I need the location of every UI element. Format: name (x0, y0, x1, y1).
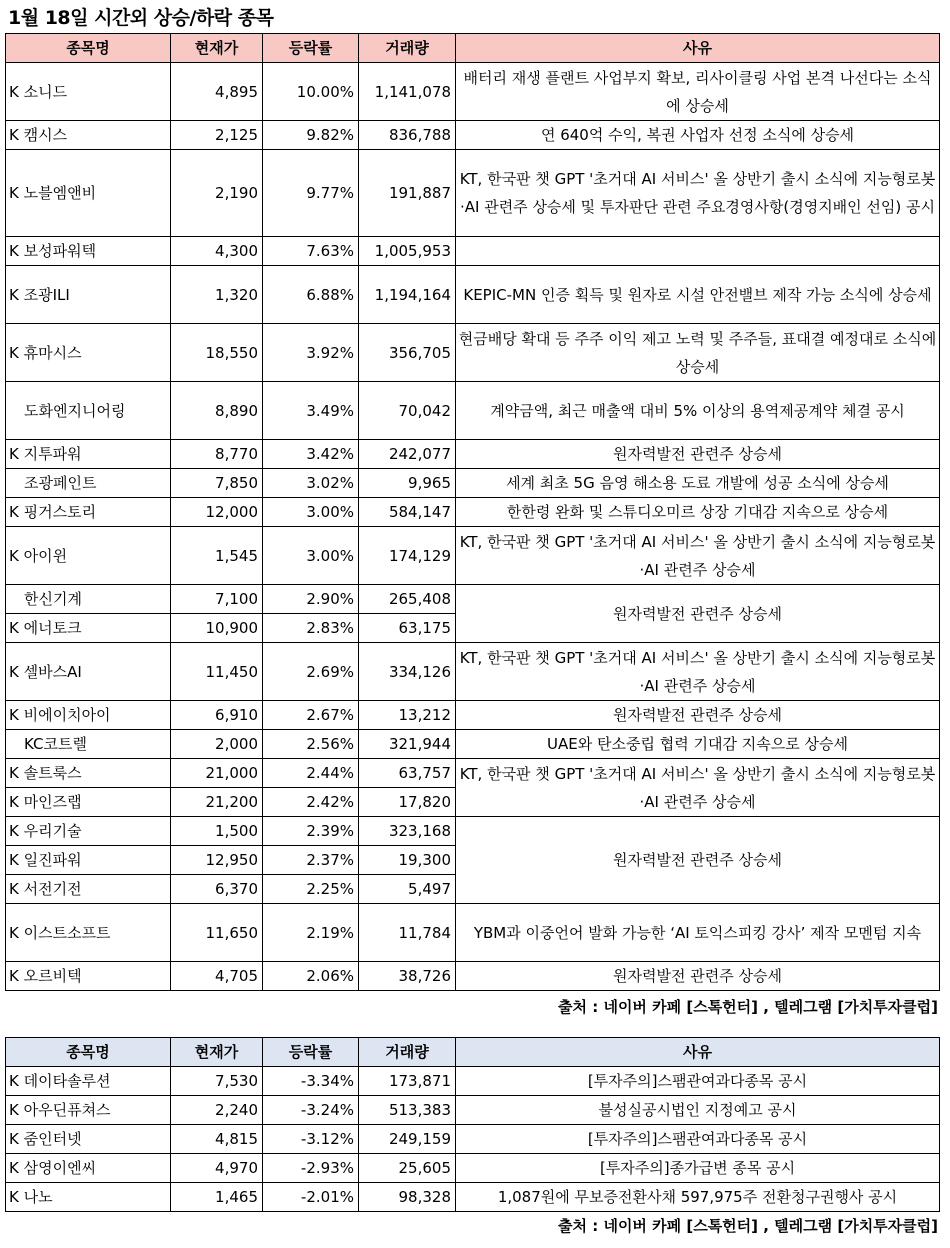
current-price: 4,815 (171, 1125, 263, 1154)
change-rate: 2.19% (263, 904, 359, 962)
current-price: 10,900 (171, 614, 263, 643)
reason (456, 237, 940, 266)
page-title: 1월 18일 시간외 상승/하락 종목 (8, 7, 274, 29)
table-row (6, 324, 940, 382)
table-row (6, 585, 940, 614)
stock-name: K 노블엠앤비 (6, 150, 171, 237)
current-price: 21,000 (171, 759, 263, 788)
change-rate: 9.82% (263, 121, 359, 150)
trade-volume: 11,784 (359, 904, 456, 962)
table-row (6, 63, 940, 121)
reason: [투자주의]종가급변 종목 공시 (456, 1154, 940, 1183)
table-row (6, 759, 940, 788)
table-header-row (6, 34, 940, 63)
table-row (6, 440, 940, 469)
trade-volume: 242,077 (359, 440, 456, 469)
current-price: 7,100 (171, 585, 263, 614)
trade-volume: 323,168 (359, 817, 456, 846)
current-price: 2,125 (171, 121, 263, 150)
table-row (6, 701, 940, 730)
table-row (6, 121, 940, 150)
change-rate: 2.39% (263, 817, 359, 846)
stock-name: K 셀바스AI (6, 643, 171, 701)
stock-name: 한신기계 (6, 585, 171, 614)
reason: [투자주의]스팸관여과다종목 공시 (456, 1067, 940, 1096)
stock-name: K 아우딘퓨쳐스 (6, 1096, 171, 1125)
source-credit: 출처 : 네이버 카페 [스톡헌터] , 텔레그램 [가치투자클럽] (558, 998, 938, 1016)
change-rate: 2.67% (263, 701, 359, 730)
trade-volume: 321,944 (359, 730, 456, 759)
table-row (6, 817, 940, 846)
table-row (6, 1125, 940, 1154)
current-price: 2,000 (171, 730, 263, 759)
trade-volume: 1,194,164 (359, 266, 456, 324)
current-price: 12,950 (171, 846, 263, 875)
table-row (6, 266, 940, 324)
stock-name: K 솔트룩스 (6, 759, 171, 788)
trade-volume: 173,871 (359, 1067, 456, 1096)
stock-name: K 에너토크 (6, 614, 171, 643)
change-rate: 3.49% (263, 382, 359, 440)
falling-stocks-body (6, 1067, 940, 1212)
reason: 현금배당 확대 등 주주 이익 제고 노력 및 주주들, 표대결 예정대로 소식에 상승세 (456, 324, 940, 382)
change-rate: 9.77% (263, 150, 359, 237)
current-price: 8,770 (171, 440, 263, 469)
change-rate: 3.00% (263, 527, 359, 585)
header-price: 현재가 (171, 1038, 263, 1067)
current-price: 1,500 (171, 817, 263, 846)
reason: 원자력발전 관련주 상승세 (456, 817, 940, 904)
current-price: 4,705 (171, 962, 263, 991)
reason: 연 640억 수익, 복권 사업자 선정 소식에 상승세 (456, 121, 940, 150)
change-rate: 3.92% (263, 324, 359, 382)
table-row (6, 904, 940, 962)
header-rate: 등락률 (263, 34, 359, 63)
trade-volume: 249,159 (359, 1125, 456, 1154)
change-rate: 2.42% (263, 788, 359, 817)
change-rate: 2.90% (263, 585, 359, 614)
stock-name: K 이스트소프트 (6, 904, 171, 962)
table-row (6, 469, 940, 498)
current-price: 4,970 (171, 1154, 263, 1183)
header-name: 종목명 (6, 34, 171, 63)
current-price: 4,895 (171, 63, 263, 121)
stock-name: K 오르비텍 (6, 962, 171, 991)
table-row (6, 1067, 940, 1096)
trade-volume: 25,605 (359, 1154, 456, 1183)
trade-volume: 63,175 (359, 614, 456, 643)
rising-stocks-body (6, 63, 940, 991)
falling-stocks-table (5, 1037, 940, 1212)
current-price: 18,550 (171, 324, 263, 382)
table-row (6, 730, 940, 759)
trade-volume: 1,141,078 (359, 63, 456, 121)
trade-volume: 1,005,953 (359, 237, 456, 266)
trade-volume: 265,408 (359, 585, 456, 614)
current-price: 21,200 (171, 788, 263, 817)
source-credit: 출처 : 네이버 카페 [스톡헌터] , 텔레그램 [가치투자클럽] (558, 1217, 938, 1235)
table-row (6, 1183, 940, 1212)
current-price: 6,370 (171, 875, 263, 904)
trade-volume: 63,757 (359, 759, 456, 788)
current-price: 11,450 (171, 643, 263, 701)
change-rate: 3.00% (263, 498, 359, 527)
change-rate: 10.00% (263, 63, 359, 121)
change-rate: 2.69% (263, 643, 359, 701)
trade-volume: 19,300 (359, 846, 456, 875)
trade-volume: 584,147 (359, 498, 456, 527)
reason: 배터리 재생 플랜트 사업부지 확보, 리사이클링 사업 본격 나선다는 소식에 상승세 (456, 63, 940, 121)
stock-name: K 캠시스 (6, 121, 171, 150)
change-rate: -2.93% (263, 1154, 359, 1183)
trade-volume: 356,705 (359, 324, 456, 382)
trade-volume: 174,129 (359, 527, 456, 585)
table-row (6, 237, 940, 266)
stock-name: K 휴마시스 (6, 324, 171, 382)
trade-volume: 9,965 (359, 469, 456, 498)
change-rate: 2.06% (263, 962, 359, 991)
reason: 원자력발전 관련주 상승세 (456, 585, 940, 643)
stock-name: K 마인즈랩 (6, 788, 171, 817)
stock-name: KC코트렐 (6, 730, 171, 759)
current-price: 6,910 (171, 701, 263, 730)
trade-volume: 17,820 (359, 788, 456, 817)
trade-volume: 70,042 (359, 382, 456, 440)
reason: KT, 한국판 챗 GPT '초거대 AI 서비스' 올 상반기 출시 소식에 지능형로봇·AI 관련주 상승세 (456, 759, 940, 817)
current-price: 12,000 (171, 498, 263, 527)
stock-name: K 조광ILI (6, 266, 171, 324)
change-rate: 2.83% (263, 614, 359, 643)
reason: 불성실공시법인 지정예고 공시 (456, 1096, 940, 1125)
stock-name: K 삼영이엔씨 (6, 1154, 171, 1183)
change-rate: 2.56% (263, 730, 359, 759)
change-rate: 2.25% (263, 875, 359, 904)
table-row (6, 643, 940, 701)
trade-volume: 513,383 (359, 1096, 456, 1125)
reason: [투자주의]스팸관여과다종목 공시 (456, 1125, 940, 1154)
trade-volume: 334,126 (359, 643, 456, 701)
stock-name: K 서전기전 (6, 875, 171, 904)
current-price: 7,530 (171, 1067, 263, 1096)
change-rate: 7.63% (263, 237, 359, 266)
reason: KT, 한국판 챗 GPT '초거대 AI 서비스' 올 상반기 출시 소식에 지능형로봇·AI 관련주 상승세 (456, 527, 940, 585)
reason: 원자력발전 관련주 상승세 (456, 962, 940, 991)
reason: KT, 한국판 챗 GPT '초거대 AI 서비스' 올 상반기 출시 소식에 지능형로봇·AI 관련주 상승세 및 투자판단 관련 주요경영사항(경영지배인 선임) 공시 (456, 150, 940, 237)
reason: 계약금액, 최근 매출액 대비 5% 이상의 용역제공계약 체결 공시 (456, 382, 940, 440)
reason: KEPIC-MN 인증 획득 및 원자로 시설 안전밸브 제작 가능 소식에 상승세 (456, 266, 940, 324)
current-price: 7,850 (171, 469, 263, 498)
header-volume: 거래량 (359, 34, 456, 63)
current-price: 1,545 (171, 527, 263, 585)
current-price: 4,300 (171, 237, 263, 266)
stock-name: K 지투파워 (6, 440, 171, 469)
stock-name: K 핑거스토리 (6, 498, 171, 527)
trade-volume: 5,497 (359, 875, 456, 904)
stock-name: K 우리기술 (6, 817, 171, 846)
header-name: 종목명 (6, 1038, 171, 1067)
table-row (6, 527, 940, 585)
stock-name: K 데이타솔루션 (6, 1067, 171, 1096)
table-row (6, 382, 940, 440)
change-rate: -3.24% (263, 1096, 359, 1125)
stock-name: K 일진파워 (6, 846, 171, 875)
current-price: 11,650 (171, 904, 263, 962)
trade-volume: 98,328 (359, 1183, 456, 1212)
current-price: 1,320 (171, 266, 263, 324)
table-row (6, 962, 940, 991)
reason: 세계 최초 5G 음영 해소용 도료 개발에 성공 소식에 상승세 (456, 469, 940, 498)
header-reason: 사유 (456, 34, 940, 63)
header-rate: 등락률 (263, 1038, 359, 1067)
stock-name: K 비에이치아이 (6, 701, 171, 730)
change-rate: 2.37% (263, 846, 359, 875)
table-row (6, 1154, 940, 1183)
table-row (6, 498, 940, 527)
change-rate: 6.88% (263, 266, 359, 324)
reason: YBM과 이중언어 발화 가능한 ‘AI 토익스피킹 강사’ 제작 모멘텀 지속 (456, 904, 940, 962)
header-reason: 사유 (456, 1038, 940, 1067)
stock-name: K 나노 (6, 1183, 171, 1212)
change-rate: -3.34% (263, 1067, 359, 1096)
header-volume: 거래량 (359, 1038, 456, 1067)
current-price: 8,890 (171, 382, 263, 440)
header-price: 현재가 (171, 34, 263, 63)
current-price: 1,465 (171, 1183, 263, 1212)
stock-name: K 소니드 (6, 63, 171, 121)
rising-stocks-table (5, 33, 940, 991)
current-price: 2,190 (171, 150, 263, 237)
trade-volume: 191,887 (359, 150, 456, 237)
table-row (6, 1096, 940, 1125)
change-rate: 2.44% (263, 759, 359, 788)
reason: 1,087원에 무보증전환사채 597,975주 전환청구권행사 공시 (456, 1183, 940, 1212)
stock-name: K 보성파워텍 (6, 237, 171, 266)
current-price: 2,240 (171, 1096, 263, 1125)
reason: 원자력발전 관련주 상승세 (456, 701, 940, 730)
reason: UAE와 탄소중립 협력 기대감 지속으로 상승세 (456, 730, 940, 759)
trade-volume: 38,726 (359, 962, 456, 991)
change-rate: 3.42% (263, 440, 359, 469)
stock-name: K 아이윈 (6, 527, 171, 585)
change-rate: 3.02% (263, 469, 359, 498)
trade-volume: 13,212 (359, 701, 456, 730)
table-header-row (6, 1038, 940, 1067)
change-rate: -3.12% (263, 1125, 359, 1154)
table-row (6, 150, 940, 237)
reason: 한한령 완화 및 스튜디오미르 상장 기대감 지속으로 상승세 (456, 498, 940, 527)
trade-volume: 836,788 (359, 121, 456, 150)
stock-name: K 줌인터넷 (6, 1125, 171, 1154)
stock-name: 도화엔지니어링 (6, 382, 171, 440)
reason: 원자력발전 관련주 상승세 (456, 440, 940, 469)
reason: KT, 한국판 챗 GPT '초거대 AI 서비스' 올 상반기 출시 소식에 지능형로봇·AI 관련주 상승세 (456, 643, 940, 701)
change-rate: -2.01% (263, 1183, 359, 1212)
stock-name: 조광페인트 (6, 469, 171, 498)
